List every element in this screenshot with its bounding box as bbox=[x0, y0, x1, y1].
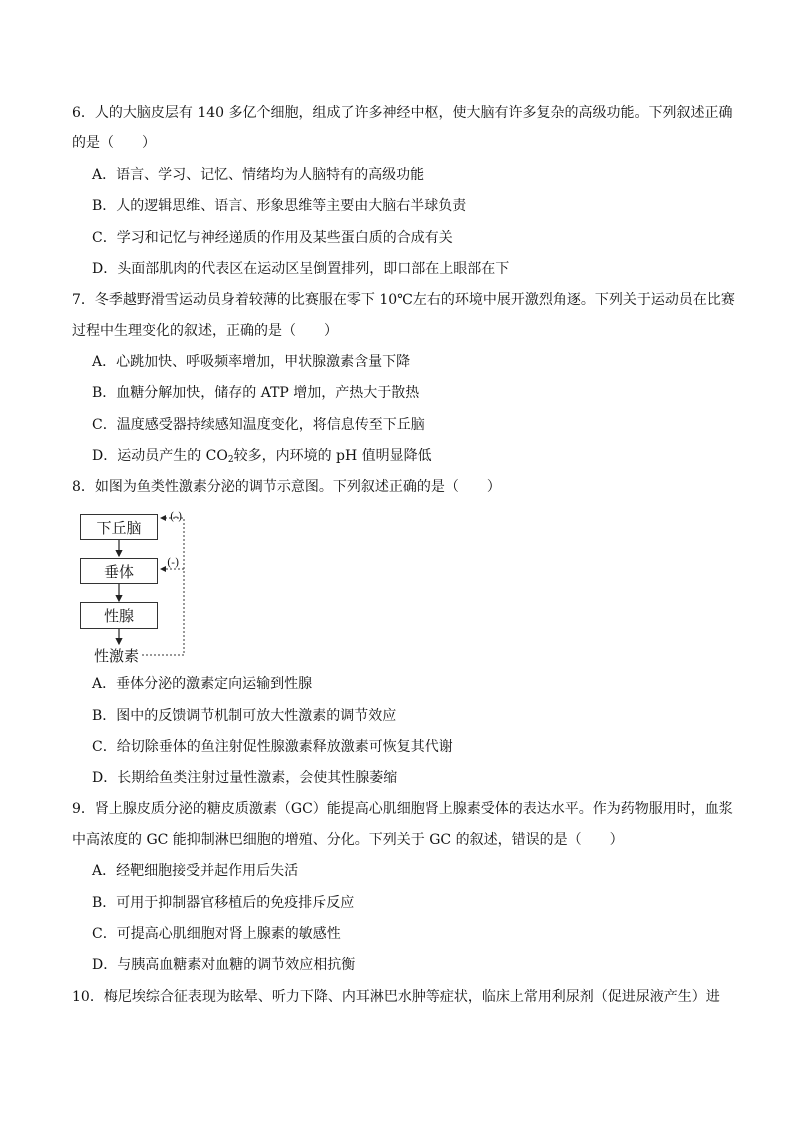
q8-option-d: D．长期给鱼类注射过量性激素，会使其性腺萎缩 bbox=[92, 770, 398, 786]
q6-option-c: C．学习和记忆与神经递质的作用及某些蛋白质的合成有关 bbox=[92, 230, 453, 246]
q8-stem: 8．如图为鱼类性激素分泌的调节示意图。下列叙述正确的是（ ） bbox=[72, 479, 501, 495]
box-gonad: 性腺 bbox=[80, 602, 158, 629]
label-sex-hormone: 性激素 bbox=[94, 647, 140, 665]
q6-option-b: B．人的逻辑思维、语言、形象思维等主要由大脑右半球负责 bbox=[92, 198, 467, 214]
q8-option-a: A．垂体分泌的激素定向运输到性腺 bbox=[92, 676, 313, 692]
q9-option-a: A．经靶细胞接受并起作用后失活 bbox=[92, 863, 299, 879]
q9-option-c: C．可提高心肌细胞对肾上腺素的敏感性 bbox=[92, 926, 341, 942]
q6-option-d: D．头面部肌肉的代表区在运动区呈倒置排列，即口部在上眼部在下 bbox=[92, 261, 510, 277]
negative-feedback-label-2: (-) bbox=[167, 556, 180, 569]
q9-option-d: D．与胰高血糖素对血糖的调节效应相抗衡 bbox=[92, 957, 356, 973]
q9-option-b: B．可用于抑制器官移植后的免疫排斥反应 bbox=[92, 895, 355, 911]
q7-option-d-prefix: D．运动员产生的 CO bbox=[92, 448, 228, 464]
hormone-regulation-diagram bbox=[78, 508, 218, 668]
q7-option-a: A．心跳加快、呼吸频率增加，甲状腺激素含量下降 bbox=[92, 354, 411, 370]
q6-stem-line1: 6．人的大脑皮层有 140 多亿个细胞，组成了许多神经中枢，使大脑有许多复杂的高级功能。下列叙述正确 bbox=[72, 105, 733, 121]
q7-option-d-subscript: 2 bbox=[227, 455, 234, 465]
q7-option-d-suffix: 较多，内环境的 pH 值明显降低 bbox=[233, 448, 432, 464]
q6-option-a: A．语言、学习、记忆、情绪均为人脑特有的高级功能 bbox=[92, 167, 425, 183]
q6-stem-line2: 的是（ ） bbox=[72, 135, 156, 151]
q7-option-b: B．血糖分解加快，储存的 ATP 增加，产热大于散热 bbox=[92, 385, 420, 401]
q9-stem-line2: 中高浓度的 GC 能抑制淋巴细胞的增殖、分化。下列关于 GC 的叙述，错误的是（ ） bbox=[72, 832, 624, 848]
box-pituitary: 垂体 bbox=[80, 558, 158, 584]
q8-option-b: B．图中的反馈调节机制可放大性激素的调节效应 bbox=[92, 708, 397, 724]
q9-stem-line1: 9．肾上腺皮质分泌的糖皮质激素（GC）能提高心肌细胞肾上腺素受体的表达水平。作为药物服用时，血浆 bbox=[72, 801, 733, 817]
q7-stem-line2: 过程中生理变化的叙述，正确的是（ ） bbox=[72, 323, 338, 339]
box-hypothalamus: 下丘脑 bbox=[80, 514, 158, 540]
q7-option-d bbox=[92, 446, 432, 470]
negative-feedback-label-1: (-) bbox=[170, 510, 183, 523]
q7-stem-line1: 7．冬季越野滑雪运动员身着较薄的比赛服在零下 10℃左右的环境中展开激烈角逐。下列关于运动员在比赛 bbox=[72, 292, 735, 308]
q7-option-c: C．温度感受器持续感知温度变化，将信息传至下丘脑 bbox=[92, 417, 425, 433]
q8-option-c: C．给切除垂体的鱼注射促性腺激素释放激素可恢复其代谢 bbox=[92, 739, 453, 755]
q10-stem-line1: 10．梅尼埃综合征表现为眩晕、听力下降、内耳淋巴水肿等症状，临床上常用利尿剂（促进尿液产生）进 bbox=[72, 989, 720, 1005]
